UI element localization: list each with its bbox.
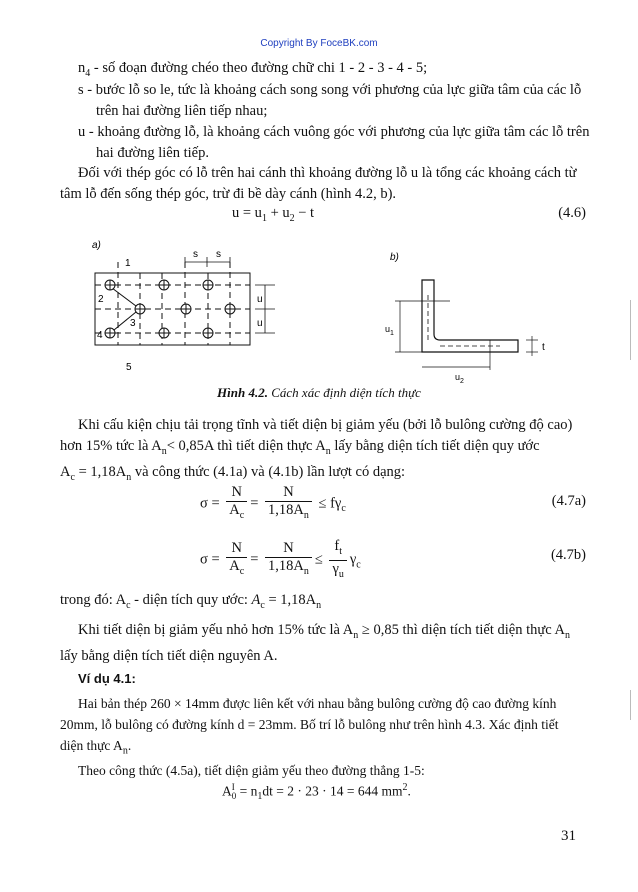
n4-text: - số đoạn đường chéo theo đường chữ chi 1 - 2 - 3 - 4 - 5; [90, 60, 428, 76]
equation-4-7a: σ = $\frac{N}{A_c}$ = $\frac{N}{1,18A_n}$ ≤ $f\gamma_c$ [200, 484, 346, 521]
equation-4-7b: σ = $\frac{N}{A_c}$ = $\frac{N}{1,18A_n}$ ≤ $\frac{f_t}{\gamma_u}$ $\gamma_c$ [200, 538, 361, 580]
paragraph-reduction [60, 415, 583, 488]
u-symbol: u [78, 124, 86, 140]
u-text: - khoảng đường lỗ, là khoảng cách vuông góc với phương của lực giữa tâm các lỗ trên hai đường liên tiếp. [85, 124, 590, 161]
caption-number: Hình 4.2. [217, 385, 268, 400]
example-text [60, 693, 583, 762]
plate-drawing-a [95, 262, 250, 345]
u-label-2: u [257, 318, 263, 329]
example-line-1: Hai bản thép 260 × 14mm được liên kết với nhau bằng bulông cường độ cao đường kính [78, 696, 557, 711]
equation-number-4-7a: (4.7a) [551, 493, 586, 509]
eq46-rest: − t [294, 205, 315, 221]
paragraph-small-reduction [60, 620, 583, 667]
angle-section-b [395, 280, 538, 370]
paragraph-angle-steel: Đối với thép góc có lỗ trên hai cánh thì khoảng đường lỗ u là tổng các khoảng cách từ tâm lỗ đến sống thép góc, trừ đi bề dày cánh (hình 4.2, b). [60, 165, 577, 202]
node-5: 5 [126, 362, 132, 373]
node-4: 4 [97, 330, 103, 341]
u-label-1: u [257, 294, 263, 305]
eq46-sub1: 1 [261, 212, 267, 224]
node-2: 2 [98, 294, 104, 305]
reduction-line-2: hơn 15% tức là $A_n< 0,85A$ thì tiết diện thực $A_n$ lấy bằng diện tích tiết diện quy ước [60, 438, 540, 457]
t-label: t [542, 342, 545, 353]
scan-mark-right [630, 300, 631, 360]
u2-label: $u_2$ [455, 372, 464, 385]
s-label-1: s [193, 249, 198, 260]
copyright-notice: Copyright By FoceBK.com [260, 38, 378, 49]
definition-s [78, 80, 601, 122]
u1-label: $u_1$ [385, 324, 394, 337]
node-3: 3 [130, 318, 136, 329]
equation-4-6 [232, 205, 314, 224]
definition-u [78, 122, 601, 164]
eq46-plus: + u [266, 205, 290, 221]
n4-symbol: n [78, 60, 86, 76]
example-line-3: diện thực $A_n$. [60, 738, 132, 757]
reduction-line-3: $A_c = 1,18A_n$ và công thức (4.1a) và (4.1b) lần lượt có dạng: [60, 463, 406, 483]
scan-mark-right-2 [630, 690, 631, 720]
equation-final: $A^I_0 = n_1dt = 2 \cdot 23 \cdot 14 = 644$ $mm^2$. [222, 782, 411, 803]
eq46-u: u = u [232, 205, 262, 221]
where-clause: trong đó: $A_c$ - diện tích quy ước: $A_c = 1,18A_n$ [60, 592, 322, 611]
n4-subscript: 4 [85, 67, 91, 79]
caption-text: Cách xác định diện tích thực [267, 385, 421, 400]
s-symbol: s [78, 82, 84, 98]
eq46-sub2: 2 [289, 212, 295, 224]
page-number: 31 [561, 828, 576, 844]
equation-number-4-6: (4.6) [558, 205, 586, 221]
s-text: - bước lỗ so le, tức là khoảng cách song song với phương của lực giữa tâm của các lỗ trên hai đường liên tiếp nhau; [83, 82, 582, 119]
equation-number-4-7b: (4.7b) [550, 547, 586, 563]
s-label-2: s [216, 249, 221, 260]
small-line-1: Khi tiết diện bị giảm yếu nhỏ hơn 15% tức là $A_n \ge 0,85$ thì diện tích tiết diện thực $A_n$ [78, 622, 570, 641]
small-line-2: lấy bằng diện tích tiết diện nguyên A. [60, 647, 278, 664]
s-dimension [185, 257, 230, 267]
figure-caption [0, 385, 638, 401]
reduction-line-1: Khi cấu kiện chịu tải trọng tĩnh và tiết diện bị giảm yếu (bởi lỗ bulông cường độ cao) [78, 417, 573, 433]
figure-label-b: b) [390, 252, 399, 263]
example-title: Ví dụ 4.1: [78, 671, 136, 686]
figure-4-2 [90, 240, 560, 385]
figure-label-a: a) [92, 240, 101, 251]
node-1: 1 [125, 258, 131, 269]
paragraph-formula: Theo công thức (4.5a), tiết diện giảm yếu theo đường thẳng 1-5: [78, 763, 425, 778]
example-line-2: 20mm, lỗ bulông có đường kính d = 23mm. Bố trí lỗ bulông như trên hình 4.3. Xác định tiết [60, 717, 559, 732]
